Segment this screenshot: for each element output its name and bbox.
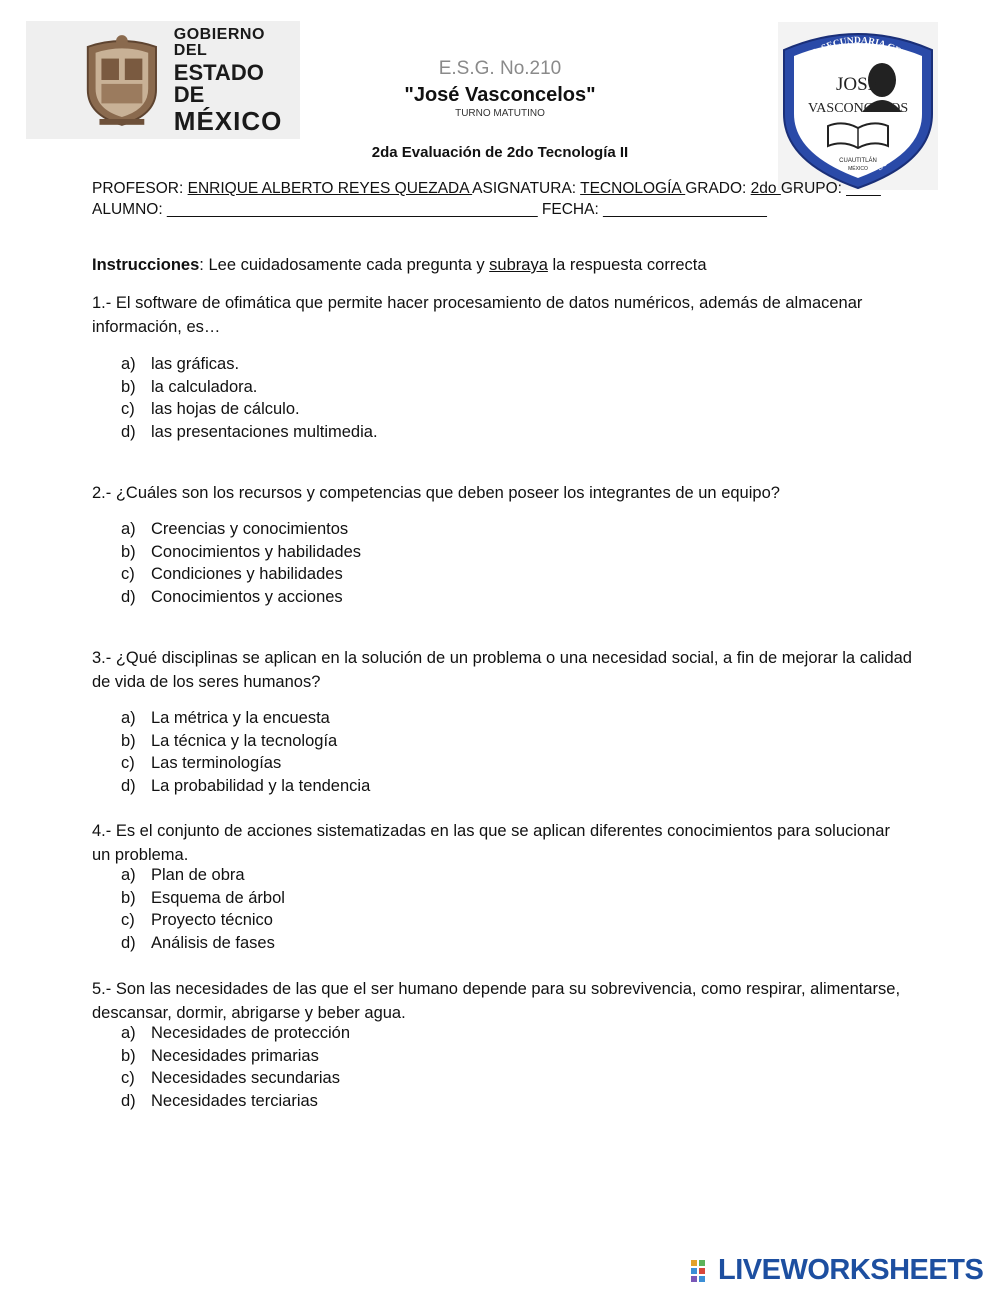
instructions (92, 256, 707, 275)
school-shift: TURNO MATUTINO (455, 108, 545, 119)
gov-logo-line2: ESTADO DE (173, 59, 264, 107)
date-label: FECHA: (537, 201, 604, 218)
question-1: 1.- El software de ofimática que permite hacer procesamiento de datos numéricos, además de almacenar información, es… (92, 294, 863, 336)
option-3c[interactable]: c) Las terminologías (121, 754, 282, 773)
logo-name-line1: JOSÉ (836, 74, 880, 95)
logo-right-text: SUPERACIÓN (874, 120, 917, 173)
liveworksheets-brand: LIVEWORKSHEETS (718, 1254, 984, 1286)
option-2c[interactable]: c) Condiciones y habilidades (121, 565, 343, 584)
professor-label: PROFESOR: (92, 180, 188, 197)
gov-logo-line3: MÉXICO (173, 105, 283, 136)
grade-value: 2do (750, 180, 781, 197)
logo-left-text: ESTUDIO (794, 96, 816, 138)
liveworksheets-logo (690, 1254, 983, 1287)
question-4-options (121, 864, 285, 955)
instructions-text-after: la respuesta correcta (547, 256, 707, 274)
subject-value: TECNOLOGÍA (580, 180, 686, 197)
liveworksheets-blocks-icon (690, 1259, 714, 1283)
option-4c[interactable]: c) Proyecto técnico (121, 911, 273, 930)
exam-header-line2 (92, 201, 767, 219)
question-5: 5.- Son las necesidades de las que el ser humano depende para su sobrevivencia, como respirar, alimentarse, descansar, dormir, abrigarse y beber agua. (92, 980, 901, 1022)
instructions-text-before: : Lee cuidadosamente cada pregunta y (199, 256, 490, 274)
question-4: 4.- Es el conjunto de acciones sistematizadas en las que se aplican diferentes conocimientos para solucionar un problema. (92, 822, 890, 864)
option-4d[interactable]: d) Análisis de fases (121, 934, 275, 953)
option-1d[interactable]: d) las presentaciones multimedia. (121, 423, 378, 442)
school-logo (778, 22, 938, 190)
option-5d[interactable]: d) Necesidades terciarias (121, 1092, 318, 1111)
group-label: GRUPO: (780, 180, 847, 197)
group-field[interactable]: ____ (846, 180, 881, 197)
option-2b[interactable]: b) Conocimientos y habilidades (121, 542, 362, 561)
option-3b[interactable]: b) La técnica y la tecnología (121, 731, 338, 750)
question-2: 2.- ¿Cuáles son los recursos y competencias que deben poseer los integrantes de un equipo? (92, 484, 780, 502)
option-5b[interactable]: b) Necesidades primarias (121, 1046, 319, 1065)
logo-arc-text: ESC. SECUNDARIA GENER (799, 35, 920, 68)
question-3-options (121, 707, 370, 798)
option-5a[interactable]: a) Necesidades de protección (121, 1024, 351, 1042)
student-name-field[interactable]: ___________________________________________ (166, 201, 538, 218)
option-1c[interactable]: c) las hojas de cálculo. (121, 400, 300, 419)
school-shield-icon (778, 22, 938, 190)
school-code: E.S.G. No.210 (438, 58, 562, 79)
gov-logo-line1: GOBIERNO DEL (173, 25, 265, 59)
question-1-options (121, 353, 378, 444)
date-field[interactable]: ___________________ (603, 201, 767, 218)
instructions-label: Instrucciones (92, 256, 200, 274)
option-3a[interactable]: a) La métrica y la encuesta (121, 709, 330, 727)
grade-label: GRADO: (685, 180, 751, 197)
logo-country: MÉXICO (848, 166, 868, 172)
logo-name-line2: VASCONCELOS (808, 101, 909, 116)
logo-city: CUAUTITLÁN (839, 158, 877, 164)
exam-title: 2da Evaluación de 2do Tecnología II (371, 144, 629, 161)
school-name: "José Vasconcelos" (404, 84, 596, 106)
question-5-options (121, 1022, 350, 1113)
exam-header-line1 (92, 180, 881, 198)
professor-value: ENRIQUE ALBERTO REYES QUEZADA (187, 180, 473, 197)
option-1a[interactable]: a) las gráficas. (121, 355, 240, 373)
question-2-options (121, 518, 361, 609)
option-2a[interactable]: a) Creencias y conocimientos (121, 520, 349, 538)
option-3d[interactable]: d) La probabilidad y la tendencia (121, 777, 371, 796)
government-logo (26, 21, 300, 139)
student-label: ALUMNO: (92, 201, 167, 218)
option-1b[interactable]: b) la calculadora. (121, 377, 258, 396)
option-5c[interactable]: c) Necesidades secundarias (121, 1069, 340, 1088)
coat-of-arms-icon (80, 32, 164, 128)
option-2d[interactable]: d) Conocimientos y acciones (121, 588, 343, 607)
subject-label: ASIGNATURA: (472, 180, 581, 197)
question-3: 3.- ¿Qué disciplinas se aplican en la solución de un problema o una necesidad social, a fin de mejorar la calidad de vida de los seres humanos? (92, 649, 912, 691)
option-4b[interactable]: b) Esquema de árbol (121, 888, 285, 907)
option-4a[interactable]: a) Plan de obra (121, 866, 245, 884)
instructions-underlined: subraya (489, 256, 548, 274)
